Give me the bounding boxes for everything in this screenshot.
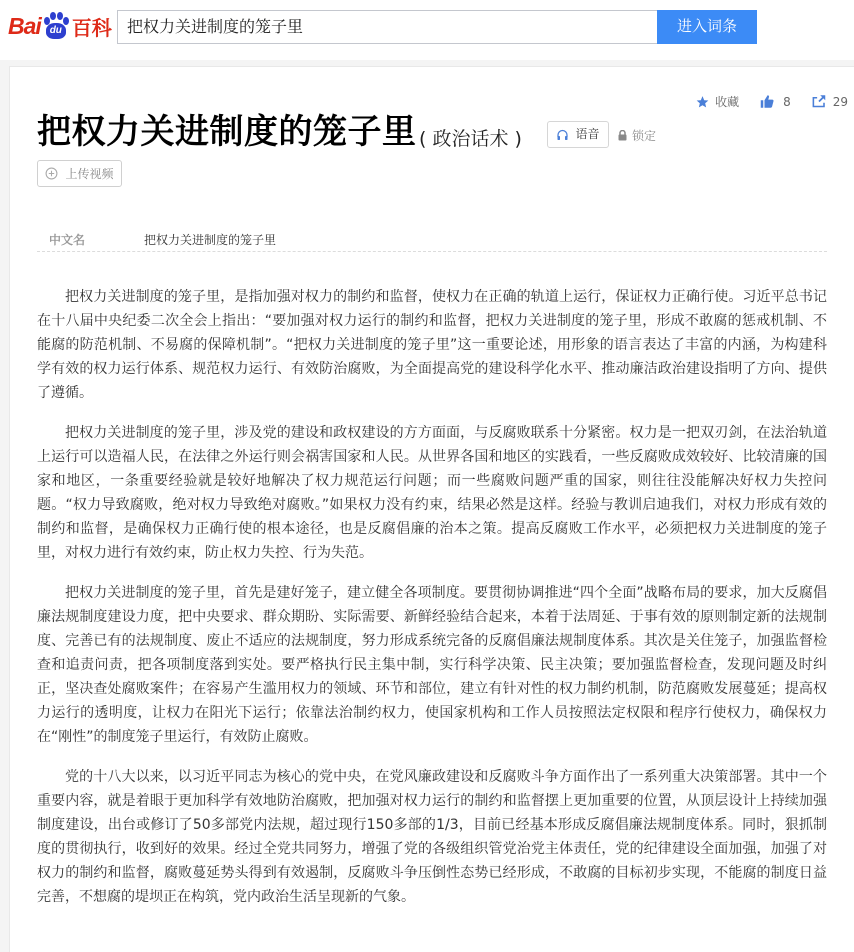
paragraph: 把权力关进制度的笼子里，首先是建好笼子，建立健全各项制度。要贯彻协调推进“四个全面”战略布局的要求，加大反腐倡廉法规制度建设力度，把中央要求、群众期盼、实际需要、新鲜经验结合起来，本着于法周延、于事有效的原则制定新的法规制度、完善已有的法规制度、废止不适应的法规制度，努力形成系统完备的反腐倡廉法规制度体系。其次是关住笼子，加强监督检查和追责问责，把各项制度落到实处。要严格执行民主集中制，实行科学决策、民主决策；要加强监督检查，发现问题及时纠正，坚决查处腐败案件；在容易产生滥用权力的领域、环节和部位，建立有针对性的权力制约机制，防范腐败发展蔓延；提高权力运行的透明度，让权力在阳光下运行；依靠法治制约权力，使国家机构和工作人员按照法定权限和程序行使权力，确保权力在“刚性”的制度笼子里运行，有效防止腐败。: [37, 585, 827, 745]
share-button[interactable]: [811, 94, 848, 109]
enter-entry-button[interactable]: 进入词条: [657, 10, 757, 44]
share-icon: [811, 94, 827, 109]
entry-subtitle: ( 政治话术 ): [419, 128, 522, 150]
basic-info-row: [37, 228, 827, 252]
article-body: [37, 285, 827, 925]
paragraph: 把权力关进制度的笼子里，是指加强对权力的制约和监督，使权力在正确的轨道上运行，保证权力正确行使。习近平总书记在十八届中央纪委二次全会上指出：“要加强对权力运行的制约和监督，把权力关进制度的笼子里，形成不敢腐的惩戒机制、不能腐的防范机制、不易腐的保障机制”。“把权力关进制度的笼子里”这一重要论述，用形象的语言表达了丰富的内涵，为构建科学有效的权力运行体系、规范权力运行、有效防治腐败，为全面提高党的建设科学化水平、推动廉洁政治建设指明了方向、提供了遵循。: [37, 289, 827, 401]
paw-icon: du: [42, 11, 70, 41]
search-input[interactable]: 把权力关进制度的笼子里: [117, 10, 658, 44]
share-count: 29: [832, 94, 848, 109]
favorite-button[interactable]: [695, 93, 739, 110]
page-title: 把权力关进制度的笼子里: [37, 112, 417, 152]
logo-text-baike: 百科: [71, 15, 112, 40]
like-count: 8: [783, 94, 791, 109]
upload-video-button[interactable]: [37, 160, 122, 187]
audio-label: 语音: [575, 127, 600, 141]
like-button[interactable]: [759, 94, 791, 109]
lock-status: [618, 127, 656, 144]
headphones-icon: [556, 129, 569, 141]
thumbs-up-icon: [759, 94, 775, 109]
favorite-label: 收藏: [715, 95, 740, 109]
lock-label: 锁定: [632, 129, 657, 143]
entry-toolbar: [695, 93, 848, 110]
paragraph: 把权力关进制度的笼子里，涉及党的建设和政权建设的方方面面，与反腐败联系十分紧密。权力是一把双刃剑，在法治轨道上运行可以造福人民，在法律之外运行则会祸害国家和人民。从世界各国和地区的实践看，一些反腐败成效较好、比较清廉的国家和地区，一条重要经验就是较好地解决了权力规范运行问题；而一些腐败问题严重的国家，则往往没能解决好权力失控问题。“权力导致腐败，绝对权力导致绝对腐败。”如果权力没有约束，结果必然是这样。经验与教训启迪我们，对权力形成有效的制约和监督，是确保权力正确行使的根本途径，也是反腐倡廉的治本之策。提高反腐败工作水平，必须把权力关进制度的笼子里，对权力进行有效约束，防止权力失控、行为失范。: [37, 425, 827, 561]
basic-info-key: 中文名: [49, 233, 86, 247]
lock-icon: [618, 130, 627, 141]
upload-video-label: 上传视频: [65, 167, 114, 181]
basic-info-value: 把权力关进制度的笼子里: [144, 233, 277, 247]
paragraph: 党的十八大以来，以习近平同志为核心的党中央，在党风廉政建设和反腐败斗争方面作出了一系列重大决策部署。其中一个重要内容，就是着眼于更加科学有效地防治腐败，把加强对权力运行的制约和监督摆上更加重要的位置，从顶层设计上持续加强制度建设，出台或修订了50多部党内法规，超过现行150多部的1/3，目前已经基本形成反腐倡廉法规制度体系。同时，狠抓制度的贯彻执行，收到好的效果。经过全党共同努力，增强了党的各级组织管党治党主体责任，党的纪律建设全面加强，加强了对权力的制约和监督，腐败蔓延势头得到有效遏制，反腐败斗争压倒性态势已经形成，不敢腐的目标初步实现，不能腐的制度日益完善，不想腐的堤坝正在构筑，党内政治生活呈现新的气象。: [37, 769, 827, 905]
audio-button[interactable]: [547, 121, 609, 148]
star-icon: [695, 95, 710, 109]
baidu-baike-logo[interactable]: [8, 10, 112, 42]
logo-text-bai: Bai: [8, 12, 41, 39]
plus-circle-icon: [45, 167, 58, 180]
top-header: [0, 0, 854, 60]
